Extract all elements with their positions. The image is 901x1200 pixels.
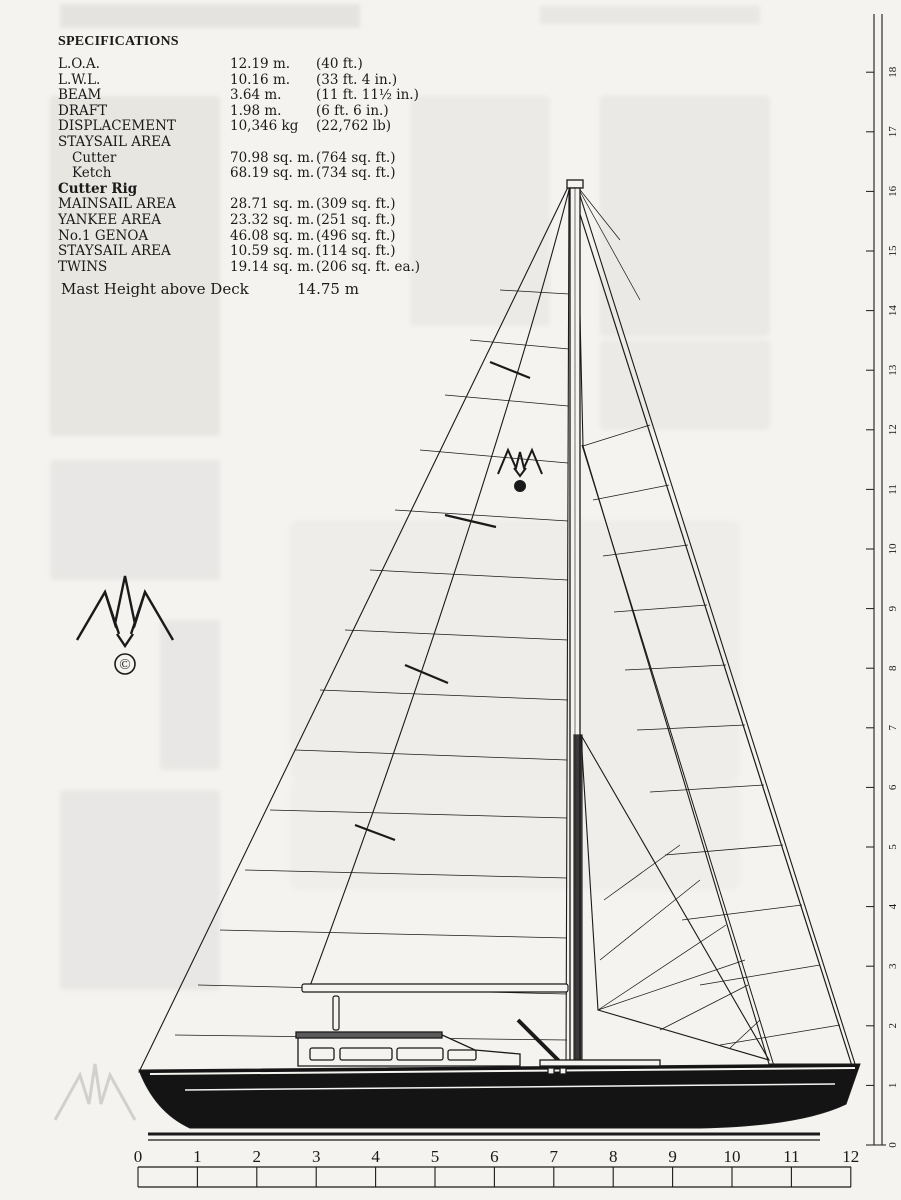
spec-metric: 28.71 sq. m. — [230, 196, 315, 213]
spec-metric: 10,346 kg — [230, 118, 299, 135]
vertical-scale-label: 5 — [887, 844, 899, 850]
vertical-scale-label: 0 — [887, 1142, 899, 1148]
vertical-scale — [866, 14, 886, 1145]
spec-row — [58, 243, 478, 259]
faded-logo-watermark — [55, 1064, 135, 1120]
horizontal-scale-label: 6 — [490, 1147, 499, 1166]
vertical-scale-label: 16 — [887, 185, 899, 197]
spec-imperial: (40 ft.) — [316, 56, 363, 72]
spec-row — [58, 228, 478, 244]
spec-row — [58, 134, 478, 150]
spec-label: Cutter — [72, 149, 117, 166]
horizontal-scale-label: 4 — [371, 1147, 380, 1166]
vertical-scale-label: 2 — [887, 1023, 899, 1029]
specifications-table — [58, 56, 478, 274]
horizontal-scale-label: 10 — [723, 1147, 741, 1166]
spec-row — [58, 103, 478, 119]
horizontal-scale-label: 8 — [608, 1147, 618, 1166]
spec-imperial: (764 sq. ft.) — [316, 149, 396, 166]
spec-row — [58, 196, 478, 212]
spec-row — [58, 165, 478, 181]
spec-label: Ketch — [72, 165, 112, 182]
spec-row — [58, 72, 478, 88]
spec-imperial: (33 ft. 4 in.) — [316, 71, 398, 88]
spec-label: L.W.L. — [58, 71, 101, 88]
mast-height — [61, 279, 359, 299]
spec-metric: 1.98 m. — [230, 102, 282, 119]
spec-metric: 12.19 m. — [230, 56, 291, 72]
vertical-scale-label: 6 — [887, 784, 899, 791]
spec-imperial: (22,762 lb) — [316, 118, 392, 135]
vertical-scale-label: 13 — [887, 364, 899, 376]
vertical-scale-label: 14 — [887, 305, 899, 317]
vertical-scale-label: 7 — [887, 725, 899, 731]
spec-imperial: (251 sq. ft.) — [316, 211, 396, 228]
spec-row — [58, 150, 478, 166]
spec-label: TWINS — [58, 258, 108, 275]
spec-label: No.1 GENOA — [58, 227, 149, 244]
spec-label: MAINSAIL AREA — [58, 196, 176, 213]
horizontal-scale-label: 9 — [668, 1147, 677, 1166]
vertical-scale-label: 4 — [887, 903, 899, 910]
horizontal-scale-label: 2 — [252, 1147, 262, 1166]
spec-imperial: (496 sq. ft.) — [316, 227, 396, 244]
logo-copyright: © — [119, 657, 131, 673]
spec-label: BEAM — [58, 87, 102, 104]
sail-emblem — [498, 450, 542, 491]
spec-label: YANKEE AREA — [58, 211, 162, 228]
horizontal-scale-label: 5 — [430, 1147, 440, 1166]
spec-row — [58, 181, 478, 197]
horizontal-scale-label: 3 — [311, 1147, 321, 1166]
vertical-scale-label: 9 — [887, 605, 899, 612]
spec-metric: 23.32 sq. m. — [230, 211, 315, 228]
spec-imperial: (6 ft. 6 in.) — [316, 102, 389, 119]
spec-label: DISPLACEMENT — [58, 118, 176, 135]
spec-row — [58, 118, 478, 134]
horizontal-scale-label: 11 — [783, 1147, 800, 1166]
spec-imperial: (309 sq. ft.) — [316, 196, 396, 213]
spec-imperial: (206 sq. ft. ea.) — [316, 258, 421, 275]
horizontal-scale-label: 12 — [842, 1147, 860, 1166]
mast-height-value: 14.75 m — [297, 280, 359, 298]
horizontal-scale-label: 7 — [549, 1147, 559, 1166]
spec-metric: 3.64 m. — [230, 87, 282, 104]
spec-metric: 19.14 sq. m. — [230, 258, 315, 275]
spec-row — [58, 56, 478, 72]
vertical-scale-label: 15 — [887, 245, 899, 257]
spec-metric: 10.59 sq. m. — [230, 243, 315, 260]
specifications-block — [58, 34, 478, 274]
vertical-scale-label: 3 — [887, 963, 899, 969]
hull — [139, 1064, 860, 1140]
faded-header — [60, 4, 760, 28]
spec-label: Cutter Rig — [58, 180, 138, 197]
specifications-heading: SPECIFICATIONS — [58, 34, 179, 49]
vertical-scale-label: 17 — [887, 126, 899, 138]
spec-metric: 70.98 sq. m. — [230, 149, 315, 166]
spec-label: L.O.A. — [58, 56, 100, 72]
spec-row — [58, 212, 478, 228]
spec-metric: 68.19 sq. m. — [230, 165, 315, 182]
vertical-scale-label: 1 — [887, 1082, 899, 1089]
horizontal-scale-label: 1 — [193, 1147, 202, 1166]
vertical-scale-label: 8 — [887, 665, 899, 671]
mast-height-label: Mast Height above Deck — [61, 280, 249, 298]
spec-label: DRAFT — [58, 102, 108, 119]
spec-imperial: (11 ft. 11½ in.) — [316, 87, 419, 104]
vertical-scale-label: 18 — [887, 66, 899, 78]
spec-row — [58, 259, 478, 275]
vertical-scale-label: 11 — [887, 484, 899, 495]
spec-label: STAYSAIL AREA — [58, 243, 171, 260]
horizontal-scale-label: 0 — [133, 1147, 143, 1166]
spec-label: STAYSAIL AREA — [58, 133, 171, 150]
spec-row — [58, 87, 478, 103]
spec-imperial: (114 sq. ft.) — [316, 243, 396, 260]
vertical-scale-label: 12 — [887, 424, 899, 436]
spec-metric: 46.08 sq. m. — [230, 227, 315, 244]
spec-imperial: (734 sq. ft.) — [316, 165, 396, 182]
spec-metric: 10.16 m. — [230, 71, 291, 88]
vertical-scale-label: 10 — [887, 543, 899, 555]
mast — [567, 180, 583, 1068]
